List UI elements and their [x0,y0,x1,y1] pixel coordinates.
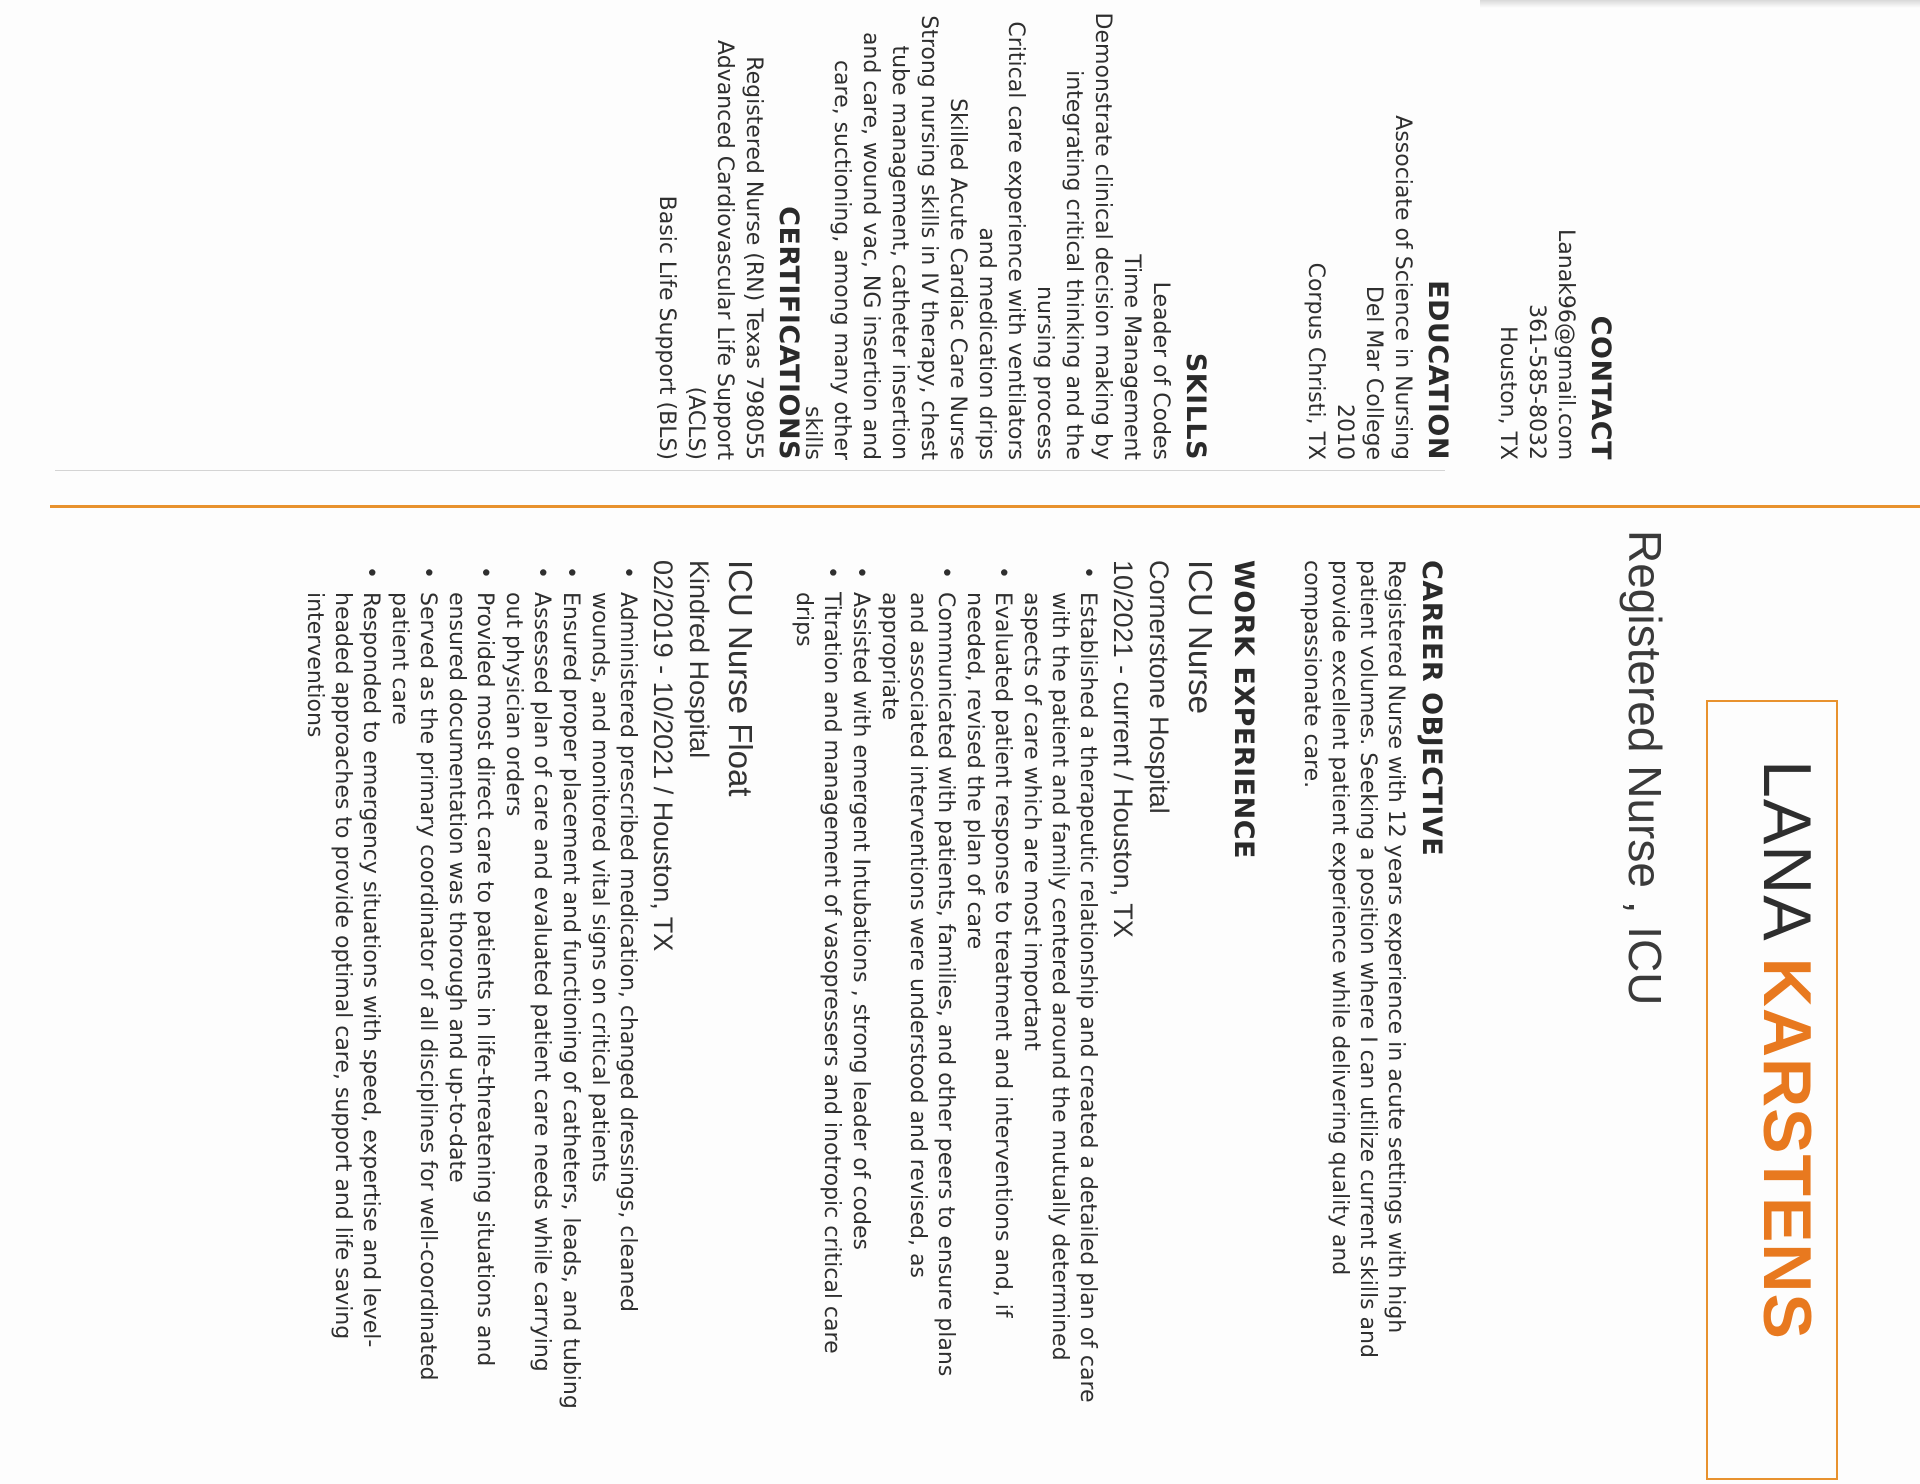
skills-section [798,0,1210,460]
main-content [299,560,1445,1410]
job-bullet [875,566,959,1410]
job-entry [789,560,1219,1410]
job-bullet [300,566,384,1410]
certification-item: Advanced Cardiovascular Life Support (ACLS) [683,40,737,460]
bullet-icon: • [558,566,583,579]
bullet-icon: • [615,566,640,579]
bullet-text: Provided most direct care to patients in life-threatening situations and ensured documentation was thorough and up-to-date [444,592,497,1367]
job-dates-location: 10/2021 - current / Houston, TX [1108,560,1138,938]
objective-heading: CAREER OBJECTIVE [1416,560,1447,857]
bullet-icon: • [819,566,844,579]
divider-line [50,505,1920,508]
job-bullet [499,566,555,1410]
divider-line-light [55,470,1445,471]
job-entry [300,560,759,1410]
bullet-text: Evaluated patient response to treatment and interventions and, if needed, revised the plan of care [962,592,1015,1318]
job-title: ICU Nurse Float [722,560,759,797]
bullet-text: Responded to emergency situations with speed, expertise and level-headed approaches to provide optimal care, support and life saving interventions [302,592,383,1348]
last-name: KARSTENS [1749,957,1825,1340]
job-dates-location: 02/2019 - 10/2021 / Houston, TX [648,560,678,952]
contact-phone: 361-585-8032 [1524,304,1549,460]
bullet-text: Communicated with patients, families, and other peers to ensure plans and associated interventions were understood and revised, as appropriate [877,592,958,1377]
work-heading: WORK EXPERIENCE [1228,560,1259,859]
bullet-text: Ensured proper placement and functioning of catheters, leads, and tubing [558,592,583,1409]
job-bullet [585,566,641,1410]
job-employer: Cornerstone Hospital [1144,560,1174,814]
bullet-icon: • [990,566,1015,579]
certification-item: Basic Life Support (BLS) [654,195,679,460]
bullet-text: Assessed plan of care and evaluated patient care needs while carrying out physician orders [501,592,554,1372]
bullet-icon: • [529,566,554,579]
bullet-text: Administered prescribed medication, changed dressings, cleaned wounds, and monitored vital signs on critical patients [587,592,640,1312]
contact-location: Houston, TX [1495,326,1520,460]
bullet-text: Assisted with emergent Intubations , strong leader of codes [848,592,873,1250]
skill-item: Leader of Codes [1148,281,1173,460]
education-section [1301,0,1452,460]
skill-item: Skilled Acute Cardiac Care Nurse [945,98,970,460]
job-bullet [385,566,441,1410]
contact-heading: CONTACT [1585,315,1616,460]
bullet-icon: • [848,566,873,579]
education-heading: EDUCATION [1422,280,1453,460]
job-bullet [1017,566,1101,1410]
contact-section [1493,0,1615,460]
skill-item: Strong nursing skills in IV therapy, chest tube management, catheter insertion and care, wound vac, NG insertion and care, suctioning, among many other skills [800,15,941,460]
education-school: Del Mar College [1361,285,1386,460]
skill-item: Time Management [1119,254,1144,460]
job-bullet [789,566,845,1410]
certifications-heading: CERTIFICATIONS [773,206,804,460]
name-box [1706,700,1838,1480]
job-employer: Kindred Hospital [684,560,714,759]
bullet-text: Served as the primary coordinator of all disciplines for well-coordinated patient care [387,592,440,1381]
certification-item: Registered Nurse (RN) Texas 798055 [741,56,766,460]
bullet-icon: • [1075,566,1100,579]
contact-email: Lanak96@gmail.com [1553,229,1578,460]
job-bullet [960,566,1016,1410]
bullet-text: Established a therapeutic relationship and created a detailed plan of care with the patient and family centered around the mutually determined aspects of care which are most important [1019,592,1100,1403]
education-degree: Associate of Science in Nursing [1390,115,1415,460]
objective-text: Registered Nurse with 12 years experience in acute settings with high patient volumes. Seeking a position where I can utilize current skills and provide excellent patient experience while delivering quality and compassionate care. [1299,560,1408,1358]
role-title: Registered Nurse , ICU [1619,530,1671,1006]
job-bullets [300,560,641,1410]
bullet-icon: • [933,566,958,579]
job-title: ICU Nurse [1182,560,1219,715]
job-bullet [846,566,874,1410]
full-name [1750,760,1824,1478]
first-name: LANA [1749,760,1825,938]
bullet-text: Titration and management of vasopressers and inotropic critical care drips [791,592,844,1354]
job-bullets [789,560,1101,1410]
skills-heading: SKILLS [1180,352,1211,460]
education-city: Corpus Christi, TX [1303,262,1328,460]
education-year: 2010 [1332,404,1357,460]
skill-item: Critical care experience with ventilators and medication drips [974,21,1028,460]
bullet-icon: • [415,566,440,579]
bullet-icon: • [472,566,497,579]
job-bullet [556,566,584,1410]
skill-item: Demonstrate clinical decision making by integrating critical thinking and the nursing process [1032,12,1115,460]
job-bullet [442,566,498,1410]
certifications-section [652,0,803,460]
bullet-icon: • [358,566,383,579]
